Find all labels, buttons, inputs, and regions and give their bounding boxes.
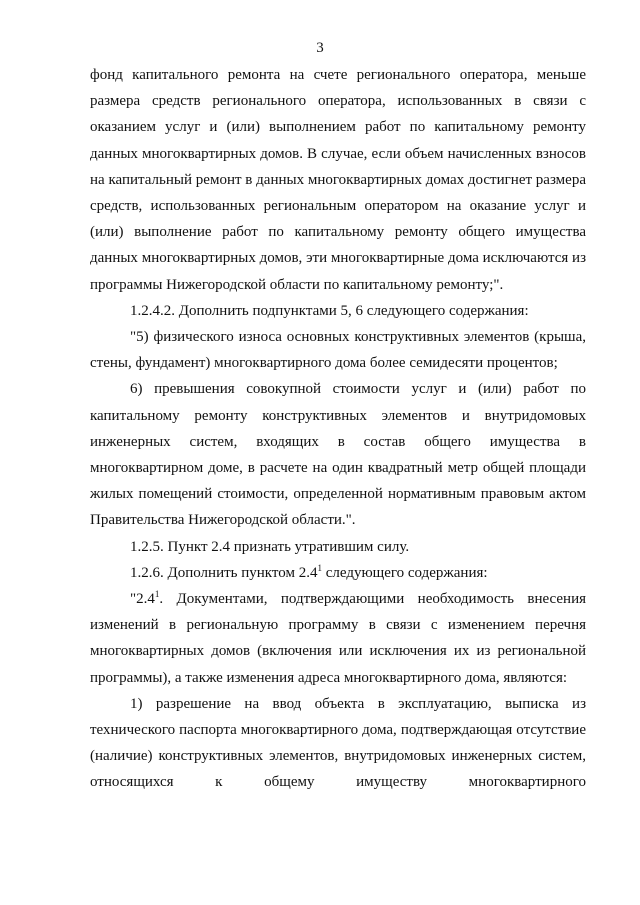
paragraph-1-2-6-text-after: следующего содержания: bbox=[321, 564, 488, 581]
paragraph-1-2-6-text-before: 1.2.6. Дополнить пунктом 2.4 bbox=[130, 564, 318, 581]
paragraph-continuation: фонд капитального ремонта на счете регионального оператора, меньше размера средств регионального оператора, использованных в связи с оказанием услуг и (или) выполнением работ по капитальному ремонту данных многоквартирных домов. В случае, если объем начисленных взносов на капитальный ремонт в данных многоквартирных домах достигнет размера средств, использованных региональным оператором на оказание услуг и (или) выполнение работ по капитальному ремонту общего имущества данных многоквартирных домов, эти многоквартирные дома исключаются из программы Нижегородской области по капитальному ремонту;". bbox=[90, 67, 586, 293]
page-number: 3 bbox=[316, 40, 324, 56]
document-body bbox=[90, 62, 586, 796]
superscript-1: 1 bbox=[317, 562, 322, 573]
paragraph-subitem-5: "5) физического износа основных конструктивных элементов (крыша, стены, фундамент) многоквартирного дома более семидесяти процентов; bbox=[90, 329, 586, 372]
paragraph-1-2-4-2: 1.2.4.2. Дополнить подпунктами 5, 6 следующего содержания: bbox=[130, 302, 529, 319]
paragraph-2-4-1 bbox=[90, 586, 586, 691]
paragraph-item-1: 1) разрешение на ввод объекта в эксплуатацию, выписка из технического паспорта многоквартирного дома, подтверждающая отсутствие (наличие) конструктивных элементов, внутридомовых инженерных систем, относящихся к общему имуществу многоквартирного bbox=[90, 695, 586, 791]
superscript-1: 1 bbox=[154, 589, 160, 600]
paragraph-2-4-1-text-after: . Документами, подтверждающими необходимость внесения изменений в региональную программу в связи с изменением перечня многоквартирных домов (включения или исключения их из региональной программы), а также изменения адреса многоквартирного дома, являются: bbox=[90, 591, 586, 686]
paragraph-subitem-6: 6) превышения совокупной стоимости услуг и (или) работ по капитальному ремонту конструктивных элементов и внутридомовых инженерных систем, входящих в состав общего имущества в многоквартирном доме, в расчете на один квадратный метр общей площади жилых помещений стоимости, определенной нормативным правовым актом Правительства Нижегородской области.". bbox=[90, 381, 586, 529]
paragraph-2-4-1-text-before: "2.4 bbox=[130, 591, 155, 608]
paragraph-1-2-6 bbox=[90, 560, 586, 586]
paragraph-1-2-5: 1.2.5. Пункт 2.4 признать утратившим силу. bbox=[130, 538, 410, 555]
